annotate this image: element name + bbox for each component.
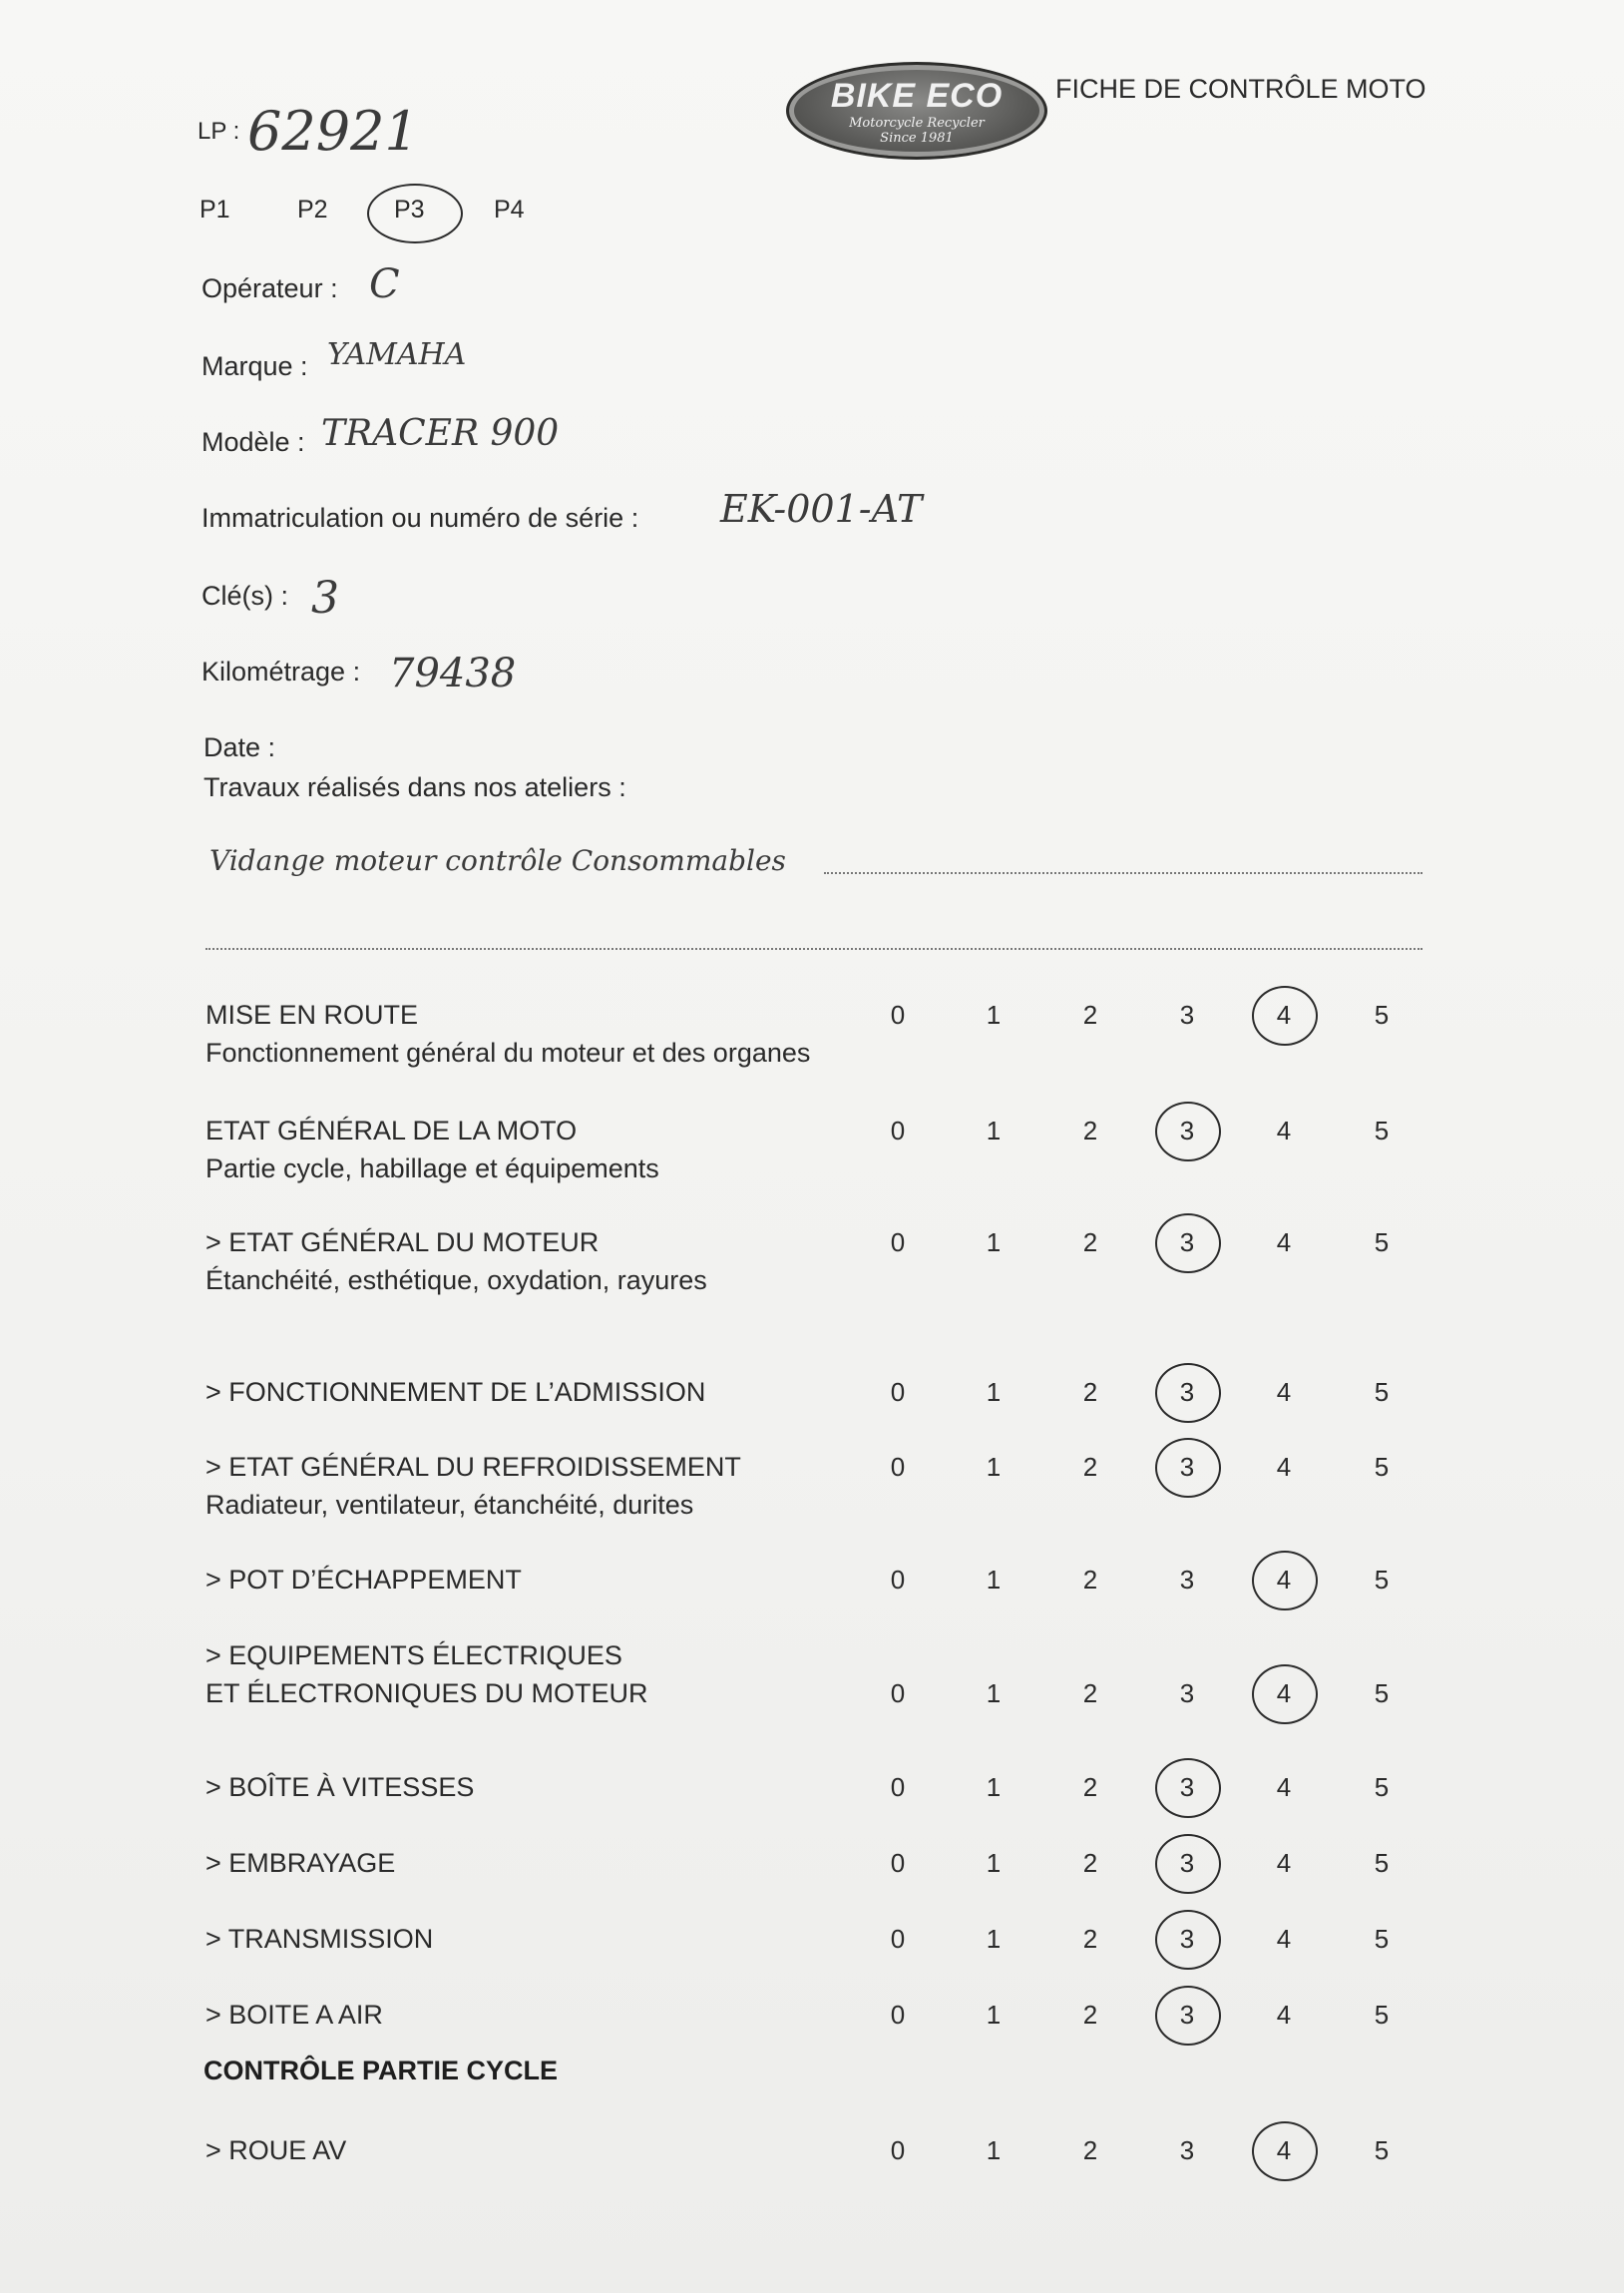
position-p2: P2	[297, 196, 328, 224]
score-option: 2	[1082, 1227, 1098, 1257]
score-option: 0	[890, 1000, 906, 1030]
bike-eco-logo	[786, 62, 1047, 160]
rating-row-subtitle: Radiateur, ventilateur, étanchéité, durites	[205, 1490, 694, 1520]
score-option: 4	[1276, 1772, 1292, 1802]
selected-score-circle	[1155, 1986, 1221, 2046]
score-option: 3	[1179, 2135, 1195, 2165]
score-option: 2	[1082, 1678, 1098, 1708]
logo-tagline: Motorcycle Recycler	[849, 116, 985, 131]
rating-row-subtitle: Partie cycle, habillage et équipements	[205, 1153, 659, 1183]
selected-score-circle	[1155, 1363, 1221, 1423]
score-option: 1	[986, 1227, 1002, 1257]
selected-score-circle	[1155, 1102, 1221, 1161]
cles-value: 3	[311, 573, 339, 624]
cycle-row-title: > ROUE AV	[205, 2135, 347, 2165]
rating-row-title: > FONCTIONNEMENT DE L’ADMISSION	[205, 1377, 706, 1407]
page-title: FICHE DE CONTRÔLE MOTO	[1055, 74, 1426, 104]
score-option: 0	[890, 2135, 906, 2165]
position-p4: P4	[494, 196, 525, 224]
score-option: 2	[1082, 1452, 1098, 1482]
lp-value: 62921	[247, 100, 419, 163]
score-option: 0	[890, 1452, 906, 1482]
travaux-label: Travaux réalisés dans nos ateliers :	[203, 772, 626, 802]
score-option: 1	[986, 1565, 1002, 1595]
score-option: 4	[1276, 1377, 1292, 1407]
score-option: 3	[1179, 1000, 1195, 1030]
score-option: 4	[1276, 2000, 1292, 2030]
score-option: 3	[1179, 1565, 1195, 1595]
immatriculation-value: EK-001-AT	[720, 487, 923, 531]
score-option: 5	[1374, 1772, 1390, 1802]
position-p3: P3	[394, 196, 425, 224]
rating-row-title: > TRANSMISSION	[205, 1924, 434, 1954]
score-option: 5	[1374, 2000, 1390, 2030]
logo-brand: BIKE ECO	[830, 77, 1004, 115]
score-option: 2	[1082, 1924, 1098, 1954]
immatriculation-label: Immatriculation ou numéro de série :	[202, 503, 639, 533]
score-option: 2	[1082, 1116, 1098, 1146]
date-label: Date :	[203, 732, 276, 762]
score-option: 4	[1276, 1678, 1292, 1708]
rating-row-title: > EQUIPEMENTS ÉLECTRIQUES	[205, 1640, 622, 1670]
travaux-value: Vidange moteur contrôle Consommables	[209, 844, 786, 877]
score-option: 1	[986, 1116, 1002, 1146]
score-option: 0	[890, 1678, 906, 1708]
score-option: 1	[986, 2000, 1002, 2030]
score-option: 1	[986, 1848, 1002, 1878]
score-option: 1	[986, 1377, 1002, 1407]
score-option: 2	[1082, 2135, 1098, 2165]
score-option: 5	[1374, 1848, 1390, 1878]
score-option: 1	[986, 2135, 1002, 2165]
selected-score-circle	[1252, 1664, 1318, 1724]
score-option: 0	[890, 2000, 906, 2030]
operateur-label: Opérateur :	[202, 273, 338, 303]
rating-row-title: > BOITE A AIR	[205, 2000, 383, 2030]
score-option: 3	[1179, 1678, 1195, 1708]
kilometrage-label: Kilométrage :	[202, 657, 361, 687]
score-option: 3	[1179, 1452, 1195, 1482]
score-option: 4	[1276, 2135, 1292, 2165]
score-option: 0	[890, 1565, 906, 1595]
score-option: 5	[1374, 2135, 1390, 2165]
selected-score-circle	[1155, 1758, 1221, 1818]
marque-value: YAMAHA	[327, 337, 467, 372]
operateur-value: C	[369, 261, 400, 307]
selected-position-circle	[367, 184, 463, 243]
cles-label: Clé(s) :	[202, 581, 288, 611]
score-option: 0	[890, 1116, 906, 1146]
score-option: 4	[1276, 1924, 1292, 1954]
score-option: 3	[1179, 1116, 1195, 1146]
score-option: 2	[1082, 1377, 1098, 1407]
selected-score-circle	[1155, 1834, 1221, 1894]
kilometrage-value: 79438	[389, 651, 517, 696]
score-option: 5	[1374, 1000, 1390, 1030]
selected-score-circle	[1252, 2121, 1318, 2181]
score-option: 2	[1082, 1772, 1098, 1802]
rating-row-title: > POT D’ÉCHAPPEMENT	[205, 1565, 522, 1595]
logo-since: Since 1981	[880, 131, 954, 146]
score-option: 5	[1374, 1116, 1390, 1146]
score-option: 4	[1276, 1000, 1292, 1030]
selected-score-circle	[1155, 1910, 1221, 1970]
score-option: 5	[1374, 1377, 1390, 1407]
score-option: 0	[890, 1227, 906, 1257]
score-option: 3	[1179, 2000, 1195, 2030]
rating-row-subtitle: Fonctionnement général du moteur et des organes	[205, 1038, 811, 1068]
score-option: 3	[1179, 1377, 1195, 1407]
score-option: 5	[1374, 1452, 1390, 1482]
score-option: 3	[1179, 1227, 1195, 1257]
score-option: 4	[1276, 1116, 1292, 1146]
score-option: 2	[1082, 2000, 1098, 2030]
score-option: 3	[1179, 1924, 1195, 1954]
score-option: 5	[1374, 1227, 1390, 1257]
score-option: 4	[1276, 1848, 1292, 1878]
score-option: 3	[1179, 1848, 1195, 1878]
score-option: 2	[1082, 1848, 1098, 1878]
travaux-line-2	[205, 948, 1422, 950]
rating-row-title: > EMBRAYAGE	[205, 1848, 396, 1878]
score-option: 1	[986, 1924, 1002, 1954]
score-option: 5	[1374, 1565, 1390, 1595]
score-option: 3	[1179, 1772, 1195, 1802]
score-option: 4	[1276, 1565, 1292, 1595]
score-option: 1	[986, 1772, 1002, 1802]
rating-row-title: > ETAT GÉNÉRAL DU MOTEUR	[205, 1227, 600, 1257]
rating-row-title: ETAT GÉNÉRAL DE LA MOTO	[205, 1116, 578, 1146]
modele-value: TRACER 900	[321, 413, 560, 454]
marque-label: Marque :	[202, 351, 308, 381]
lp-label: LP :	[198, 118, 240, 145]
score-option: 2	[1082, 1565, 1098, 1595]
travaux-line-1	[824, 872, 1422, 874]
rating-row-title: > ETAT GÉNÉRAL DU REFROIDISSEMENT	[205, 1452, 741, 1482]
score-option: 1	[986, 1452, 1002, 1482]
section-cycle-title: CONTRÔLE PARTIE CYCLE	[203, 2056, 559, 2085]
score-option: 5	[1374, 1924, 1390, 1954]
rating-row-subtitle: ET ÉLECTRONIQUES DU MOTEUR	[205, 1678, 648, 1708]
position-p1: P1	[200, 196, 230, 224]
score-option: 5	[1374, 1678, 1390, 1708]
score-option: 0	[890, 1772, 906, 1802]
score-option: 2	[1082, 1000, 1098, 1030]
selected-score-circle	[1252, 986, 1318, 1046]
selected-score-circle	[1155, 1438, 1221, 1498]
selected-score-circle	[1252, 1551, 1318, 1610]
modele-label: Modèle :	[202, 427, 305, 457]
rating-row-subtitle: Étanchéité, esthétique, oxydation, rayures	[205, 1265, 707, 1295]
score-option: 0	[890, 1377, 906, 1407]
score-option: 1	[986, 1000, 1002, 1030]
score-option: 4	[1276, 1452, 1292, 1482]
rating-row-title: > BOÎTE À VITESSES	[205, 1772, 475, 1802]
rating-row-title: MISE EN ROUTE	[205, 1000, 419, 1030]
score-option: 0	[890, 1924, 906, 1954]
score-option: 0	[890, 1848, 906, 1878]
score-option: 4	[1276, 1227, 1292, 1257]
score-option: 1	[986, 1678, 1002, 1708]
selected-score-circle	[1155, 1213, 1221, 1273]
